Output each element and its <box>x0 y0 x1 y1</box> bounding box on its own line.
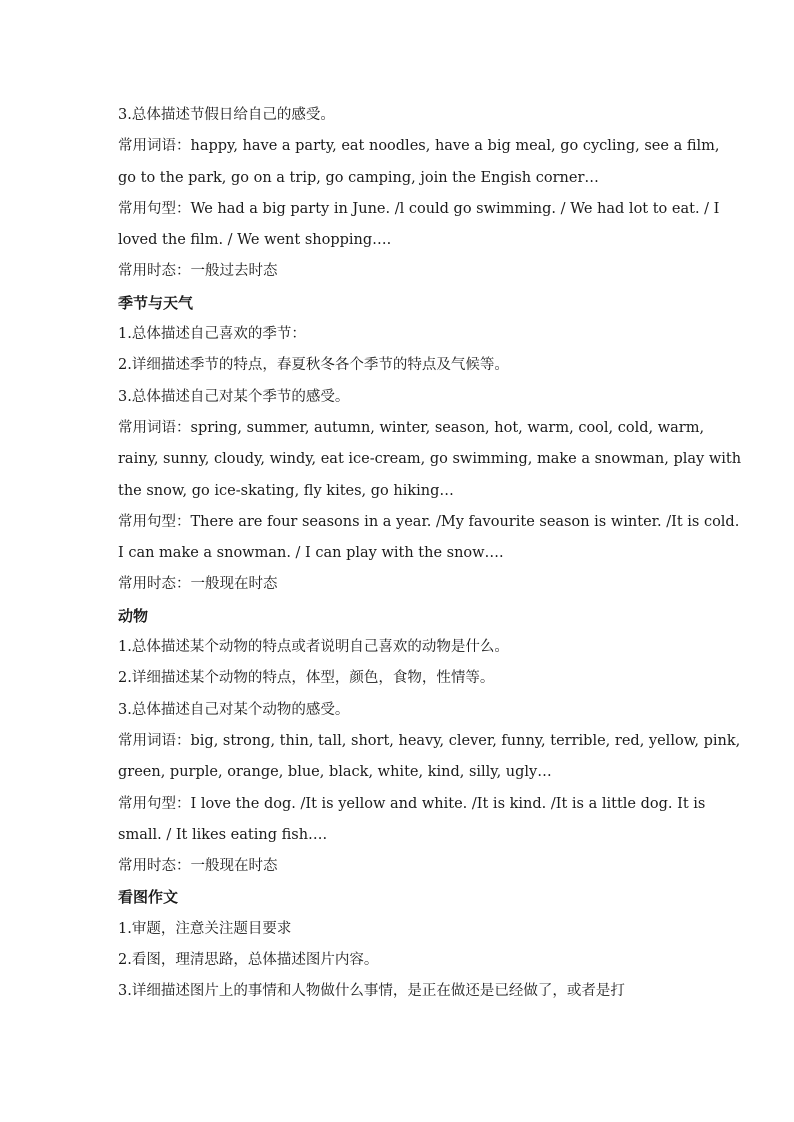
text-line: the snow, go ice-skating, fly kites, go hiking… <box>118 482 454 499</box>
text-line: 1.总体描述某个动物的特点或者说明自己喜欢的动物是什么。 <box>118 639 509 656</box>
section-heading-animals: 动物 <box>118 606 149 625</box>
text-line: 常用句型：I love the dog. /It is yellow and white. /It is kind. /It is a little dog. It is <box>118 795 706 812</box>
text-line: 常用时态：一般过去时态 <box>118 263 278 280</box>
text-line: 常用词语：spring, summer, autumn, winter, season, hot, warm, cool, cold, warm, <box>118 419 705 436</box>
text-line: small. / It likes eating fish…. <box>118 826 328 843</box>
document-page <box>118 100 742 1008</box>
text-line: rainy, sunny, cloudy, windy, eat ice-cream, go swimming, make a snowman, play with <box>118 451 742 468</box>
section-heading-seasons: 季节与天气 <box>118 293 194 312</box>
text-line: 常用时态：一般现在时态 <box>118 576 278 593</box>
text-line: 常用词语：happy, have a party, eat noodles, have a big meal, go cycling, see a film, <box>118 138 720 155</box>
text-line: 3.总体描述节假日给自己的感受。 <box>118 107 335 123</box>
text-line: loved the film. / We went shopping…. <box>118 232 392 249</box>
text-line: 1.总体描述自己喜欢的季节： <box>118 326 306 343</box>
text-line: 1.审题，注意关注题目要求 <box>118 920 292 937</box>
text-line: 2.详细描述季节的特点，春夏秋冬各个季节的特点及气候等。 <box>118 357 509 374</box>
text-line: 常用词语：big, strong, thin, tall, short, heavy, clever, funny, terrible, red, yellow, pink, <box>118 732 741 749</box>
section-heading-picture-writing: 看图作文 <box>118 888 179 907</box>
text-line: 常用句型：We had a big party in June. /l could go swimming. / We had lot to eat. / I <box>118 200 720 217</box>
text-line: 常用句型：There are four seasons in a year. /My favourite season is winter. /It is cold. <box>118 513 740 530</box>
text-line: 3.总体描述自己对某个动物的感受。 <box>118 701 350 718</box>
text-line: go to the park, go on a trip, go camping, join the Engish corner… <box>118 169 599 186</box>
text-line: 3.总体描述自己对某个季节的感受。 <box>118 388 350 405</box>
text-line: 3.详细描述图片上的事情和人物做什么事情，是正在做还是已经做了，或者是打 <box>118 983 625 1000</box>
text-line: 2.看图，理清思路，总体描述图片内容。 <box>118 952 379 969</box>
text-line: green, purple, orange, blue, black, white, kind, silly, ugly… <box>118 764 552 781</box>
text-line: 2.详细描述某个动物的特点，体型，颜色，食物，性情等。 <box>118 670 495 687</box>
text-line: 常用时态：一般现在时态 <box>118 858 278 875</box>
text-line: I can make a snowman. / I can play with the snow…. <box>118 545 504 562</box>
